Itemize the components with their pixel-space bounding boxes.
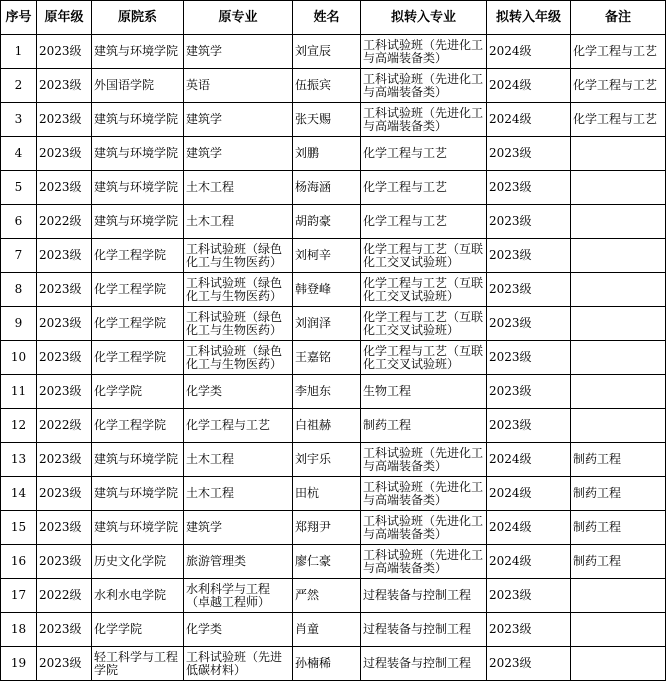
cell-major: 工科试验班（绿色化工与生物医药）	[184, 239, 293, 273]
cell-no: 9	[1, 307, 37, 341]
header-target-major: 拟转入专业	[361, 1, 487, 35]
cell-dept: 化学工程学院	[92, 307, 184, 341]
cell-name: 田杭	[293, 477, 361, 511]
cell-name: 伍振宾	[293, 69, 361, 103]
cell-target-grade: 2023级	[487, 205, 571, 239]
cell-target-grade: 2024级	[487, 545, 571, 579]
cell-grade: 2023级	[37, 137, 92, 171]
cell-grade: 2023级	[37, 443, 92, 477]
cell-name: 严然	[293, 579, 361, 613]
cell-no: 10	[1, 341, 37, 375]
cell-target-grade: 2023级	[487, 137, 571, 171]
cell-target-major: 工科试验班（先进化工与高端装备类）	[361, 69, 487, 103]
cell-major: 土木工程	[184, 205, 293, 239]
cell-note: 制药工程	[571, 443, 666, 477]
cell-dept: 建筑与环境学院	[92, 511, 184, 545]
cell-name: 刘宇乐	[293, 443, 361, 477]
table-row	[1, 477, 666, 511]
cell-note: 制药工程	[571, 545, 666, 579]
cell-target-major: 化学工程与工艺	[361, 137, 487, 171]
cell-grade: 2022级	[37, 409, 92, 443]
cell-target-grade: 2023级	[487, 579, 571, 613]
cell-target-grade: 2024级	[487, 477, 571, 511]
table-row	[1, 443, 666, 477]
cell-major: 工科试验班（绿色化工与生物医药）	[184, 341, 293, 375]
cell-note: 化学工程与工艺	[571, 69, 666, 103]
cell-name: 杨海涵	[293, 171, 361, 205]
cell-note	[571, 137, 666, 171]
cell-dept: 建筑与环境学院	[92, 205, 184, 239]
cell-name: 胡韵豪	[293, 205, 361, 239]
cell-dept: 建筑与环境学院	[92, 137, 184, 171]
table-row	[1, 69, 666, 103]
cell-note: 制药工程	[571, 477, 666, 511]
cell-no: 6	[1, 205, 37, 239]
cell-target-grade: 2024级	[487, 511, 571, 545]
table-row	[1, 205, 666, 239]
cell-target-grade: 2023级	[487, 409, 571, 443]
cell-dept: 建筑与环境学院	[92, 477, 184, 511]
cell-grade: 2023级	[37, 511, 92, 545]
table-row	[1, 239, 666, 273]
cell-grade: 2023级	[37, 273, 92, 307]
cell-name: 廖仁豪	[293, 545, 361, 579]
table-row	[1, 409, 666, 443]
cell-note	[571, 205, 666, 239]
header-major: 原专业	[184, 1, 293, 35]
cell-dept: 建筑与环境学院	[92, 443, 184, 477]
cell-no: 15	[1, 511, 37, 545]
cell-grade: 2023级	[37, 69, 92, 103]
cell-grade: 2023级	[37, 171, 92, 205]
cell-target-major: 工科试验班（先进化工与高端装备类）	[361, 35, 487, 69]
cell-grade: 2023级	[37, 307, 92, 341]
cell-name: 肖童	[293, 613, 361, 647]
cell-major: 旅游管理类	[184, 545, 293, 579]
table-row	[1, 307, 666, 341]
cell-note	[571, 613, 666, 647]
cell-target-major: 工科试验班（先进化工与高端装备类）	[361, 103, 487, 137]
cell-name: 刘宣辰	[293, 35, 361, 69]
cell-grade: 2023级	[37, 103, 92, 137]
cell-target-grade: 2024级	[487, 35, 571, 69]
table-body	[1, 35, 666, 681]
cell-dept: 历史文化学院	[92, 545, 184, 579]
cell-target-major: 生物工程	[361, 375, 487, 409]
cell-target-major: 化学工程与工艺	[361, 171, 487, 205]
cell-note	[571, 273, 666, 307]
cell-name: 郑翔尹	[293, 511, 361, 545]
cell-major: 化学类	[184, 375, 293, 409]
cell-note: 化学工程与工艺	[571, 35, 666, 69]
cell-grade: 2022级	[37, 579, 92, 613]
cell-dept: 化学工程学院	[92, 341, 184, 375]
cell-target-major: 化学工程与工艺	[361, 205, 487, 239]
cell-target-major: 工科试验班（先进化工与高端装备类）	[361, 545, 487, 579]
table-row	[1, 545, 666, 579]
cell-no: 2	[1, 69, 37, 103]
cell-note	[571, 375, 666, 409]
cell-major: 工科试验班（绿色化工与生物医药）	[184, 273, 293, 307]
cell-note	[571, 171, 666, 205]
table-row	[1, 103, 666, 137]
cell-target-grade: 2023级	[487, 341, 571, 375]
cell-dept: 化学工程学院	[92, 273, 184, 307]
cell-no: 4	[1, 137, 37, 171]
cell-grade: 2023级	[37, 545, 92, 579]
cell-grade: 2022级	[37, 205, 92, 239]
cell-major: 化学类	[184, 613, 293, 647]
cell-note	[571, 647, 666, 681]
cell-major: 建筑学	[184, 103, 293, 137]
cell-major: 土木工程	[184, 443, 293, 477]
cell-no: 13	[1, 443, 37, 477]
cell-name: 李旭东	[293, 375, 361, 409]
cell-note	[571, 409, 666, 443]
table-row	[1, 579, 666, 613]
cell-target-major: 化学工程与工艺（互联化工交叉试验班）	[361, 341, 487, 375]
cell-grade: 2023级	[37, 477, 92, 511]
table-row	[1, 375, 666, 409]
cell-note	[571, 239, 666, 273]
cell-target-grade: 2024级	[487, 103, 571, 137]
cell-major: 英语	[184, 69, 293, 103]
cell-dept: 化学学院	[92, 375, 184, 409]
cell-note: 化学工程与工艺	[571, 103, 666, 137]
cell-target-major: 化学工程与工艺（互联化工交叉试验班）	[361, 307, 487, 341]
cell-target-major: 制药工程	[361, 409, 487, 443]
cell-major: 水利科学与工程（卓越工程师）	[184, 579, 293, 613]
cell-dept: 化学工程学院	[92, 409, 184, 443]
cell-grade: 2023级	[37, 375, 92, 409]
cell-dept: 建筑与环境学院	[92, 35, 184, 69]
cell-major: 建筑学	[184, 511, 293, 545]
cell-major: 化学工程与工艺	[184, 409, 293, 443]
cell-target-grade: 2023级	[487, 613, 571, 647]
cell-no: 14	[1, 477, 37, 511]
table-row	[1, 613, 666, 647]
cell-target-major: 化学工程与工艺（互联化工交叉试验班）	[361, 239, 487, 273]
cell-note	[571, 579, 666, 613]
table-row	[1, 171, 666, 205]
header-row	[1, 1, 666, 35]
cell-name: 刘润泽	[293, 307, 361, 341]
cell-target-major: 过程装备与控制工程	[361, 613, 487, 647]
table-row	[1, 511, 666, 545]
table-row	[1, 273, 666, 307]
cell-target-grade: 2023级	[487, 375, 571, 409]
cell-name: 刘鹏	[293, 137, 361, 171]
cell-grade: 2023级	[37, 613, 92, 647]
cell-no: 5	[1, 171, 37, 205]
cell-no: 16	[1, 545, 37, 579]
cell-dept: 化学学院	[92, 613, 184, 647]
cell-dept: 外国语学院	[92, 69, 184, 103]
cell-name: 白祖赫	[293, 409, 361, 443]
cell-name: 张天赐	[293, 103, 361, 137]
cell-grade: 2023级	[37, 35, 92, 69]
cell-name: 王嘉铭	[293, 341, 361, 375]
cell-major: 土木工程	[184, 477, 293, 511]
cell-no: 19	[1, 647, 37, 681]
cell-grade: 2023级	[37, 647, 92, 681]
table-row	[1, 341, 666, 375]
cell-dept: 水利水电学院	[92, 579, 184, 613]
cell-dept: 轻工科学与工程学院	[92, 647, 184, 681]
table-row	[1, 647, 666, 681]
cell-name: 刘柯辛	[293, 239, 361, 273]
cell-target-major: 工科试验班（先进化工与高端装备类）	[361, 511, 487, 545]
cell-no: 11	[1, 375, 37, 409]
cell-target-grade: 2023级	[487, 239, 571, 273]
header-no: 序号	[1, 1, 37, 35]
cell-major: 工科试验班（先进低碳材料）	[184, 647, 293, 681]
cell-no: 18	[1, 613, 37, 647]
cell-note: 制药工程	[571, 511, 666, 545]
cell-target-grade: 2024级	[487, 443, 571, 477]
cell-major: 工科试验班（绿色化工与生物医药）	[184, 307, 293, 341]
cell-grade: 2023级	[37, 341, 92, 375]
table-row	[1, 35, 666, 69]
cell-target-grade: 2023级	[487, 171, 571, 205]
cell-target-major: 化学工程与工艺（互联化工交叉试验班）	[361, 273, 487, 307]
cell-no: 8	[1, 273, 37, 307]
cell-note	[571, 307, 666, 341]
header-dept: 原院系	[92, 1, 184, 35]
cell-target-grade: 2023级	[487, 307, 571, 341]
cell-major: 建筑学	[184, 35, 293, 69]
cell-name: 孙楠稀	[293, 647, 361, 681]
cell-target-major: 工科试验班（先进化工与高端装备类）	[361, 443, 487, 477]
header-note: 备注	[571, 1, 666, 35]
cell-target-major: 工科试验班（先进化工与高端装备类）	[361, 477, 487, 511]
cell-major: 土木工程	[184, 171, 293, 205]
cell-no: 1	[1, 35, 37, 69]
header-name: 姓名	[293, 1, 361, 35]
cell-no: 12	[1, 409, 37, 443]
cell-no: 3	[1, 103, 37, 137]
cell-no: 7	[1, 239, 37, 273]
cell-target-major: 过程装备与控制工程	[361, 579, 487, 613]
cell-grade: 2023级	[37, 239, 92, 273]
cell-target-grade: 2023级	[487, 647, 571, 681]
table-row	[1, 137, 666, 171]
cell-no: 17	[1, 579, 37, 613]
cell-target-grade: 2023级	[487, 273, 571, 307]
cell-target-major: 过程装备与控制工程	[361, 647, 487, 681]
cell-name: 韩登峰	[293, 273, 361, 307]
cell-major: 建筑学	[184, 137, 293, 171]
cell-note	[571, 341, 666, 375]
cell-dept: 化学工程学院	[92, 239, 184, 273]
cell-dept: 建筑与环境学院	[92, 103, 184, 137]
header-grade: 原年级	[37, 1, 92, 35]
header-target-grade: 拟转入年级	[487, 1, 571, 35]
cell-target-grade: 2024级	[487, 69, 571, 103]
cell-dept: 建筑与环境学院	[92, 171, 184, 205]
